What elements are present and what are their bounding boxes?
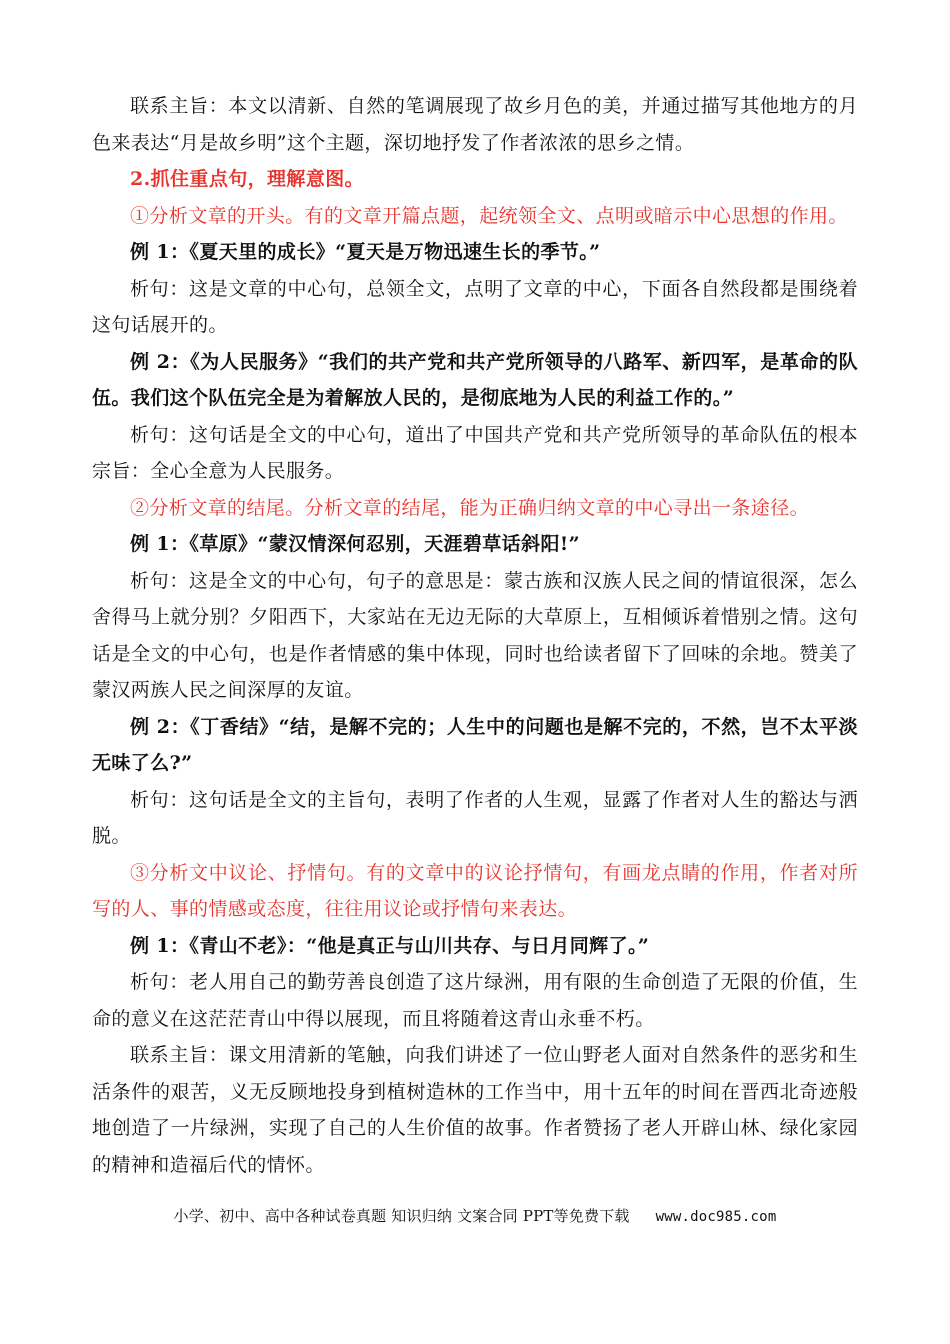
summary-paragraph: 联系主旨：课文用清新的笔触，向我们讲述了一位山野老人面对自然条件的恶劣和生活条件的艰苦，义无反顾地投身到植树造林的工作当中，用十五年的时间在晋西北奇迹般地创造了一片绿洲，实现了自己的人生价值的故事。作者赞扬了老人开辟山林、绿化家园的精神和造福后代的情怀。: [92, 1044, 858, 1176]
analysis-paragraph: 析句：这是文章的中心句，总领全文，点明了文章的中心，下面各自然段都是围绕着这句话展开的。: [92, 277, 858, 336]
analysis-paragraph: 析句：这是全文的中心句，句子的意思是：蒙古族和汉族人民之间的情谊很深，怎么舍得马上就分别？夕阳西下，大家站在无边无际的大草原上，互相倾诉着惜别之情。这句话是全文的中心句，也是作者情感的集中体现，同时也给读者留下了回味的余地。赞美了蒙汉两族人民之间深厚的友谊。: [92, 569, 858, 701]
analysis-paragraph: 析句：老人用自己的勤劳善良创造了这片绿洲，用有限的生命创造了无限的价值，生命的意义在这茫茫青山中得以展现，而且将随着这青山永垂不朽。: [92, 971, 858, 1030]
subsection-discussion: ③分析文中议论、抒情句。有的文章中的议论抒情句，有画龙点睛的作用，作者对所写的人、事的情感或态度，往往用议论或抒情句来表达。: [92, 861, 858, 920]
analysis-paragraph: 析句：这句话是全文的中心句，道出了中国共产党和共产党所领导的革命队伍的根本宗旨：全心全意为人民服务。: [92, 423, 858, 482]
example-heading: 例 1：《草原》“蒙汉情深何忍别，天涯碧草话斜阳!”: [130, 533, 580, 555]
example-heading: 例 1：《夏天里的成长》“夏天是万物迅速生长的季节。”: [130, 241, 601, 263]
subsection-opening: ①分析文章的开头。有的文章开篇点题，起统领全文、点明或暗示中心思想的作用。: [130, 204, 848, 227]
subsection-ending: ②分析文章的结尾。分析文章的结尾，能为正确归纳文章的中心寻出一条途径。: [130, 496, 810, 519]
example-heading: 例 1：《青山不老》：“他是真正与山川共存、与日月同辉了。”: [130, 934, 650, 957]
example-heading: 例 2：《丁香结》“结，是解不完的；人生中的问题也是解不完的，不然，岂不太平淡无味了么?”: [92, 715, 858, 774]
summary-paragraph: 联系主旨：本文以清新、自然的笔调展现了故乡月色的美，并通过描写其他地方的月色来表达“月是故乡明”这个主题，深切地抒发了作者浓浓的思乡之情。: [92, 95, 858, 154]
page-footer: [0, 1205, 950, 1226]
footer-url-link[interactable]: www.doc985.com: [655, 1209, 777, 1225]
analysis-paragraph: 析句：这句话是全文的主旨句，表明了作者的人生观，显露了作者对人生的豁达与洒脱。: [92, 788, 858, 847]
example-heading: 例 2：《为人民服务》“我们的共产党和共产党所领导的八路军、新四军，是革命的队伍。我们这个队伍完全是为着解放人民的，是彻底地为人民的利益工作的。”: [92, 350, 858, 409]
document-body: [92, 88, 858, 1183]
footer-text: 小学、初中、高中各种试卷真题 知识归纳 文案合同 PPT等免费下载: [173, 1207, 630, 1225]
section-heading: 2.抓住重点句，理解意图。: [130, 168, 365, 190]
